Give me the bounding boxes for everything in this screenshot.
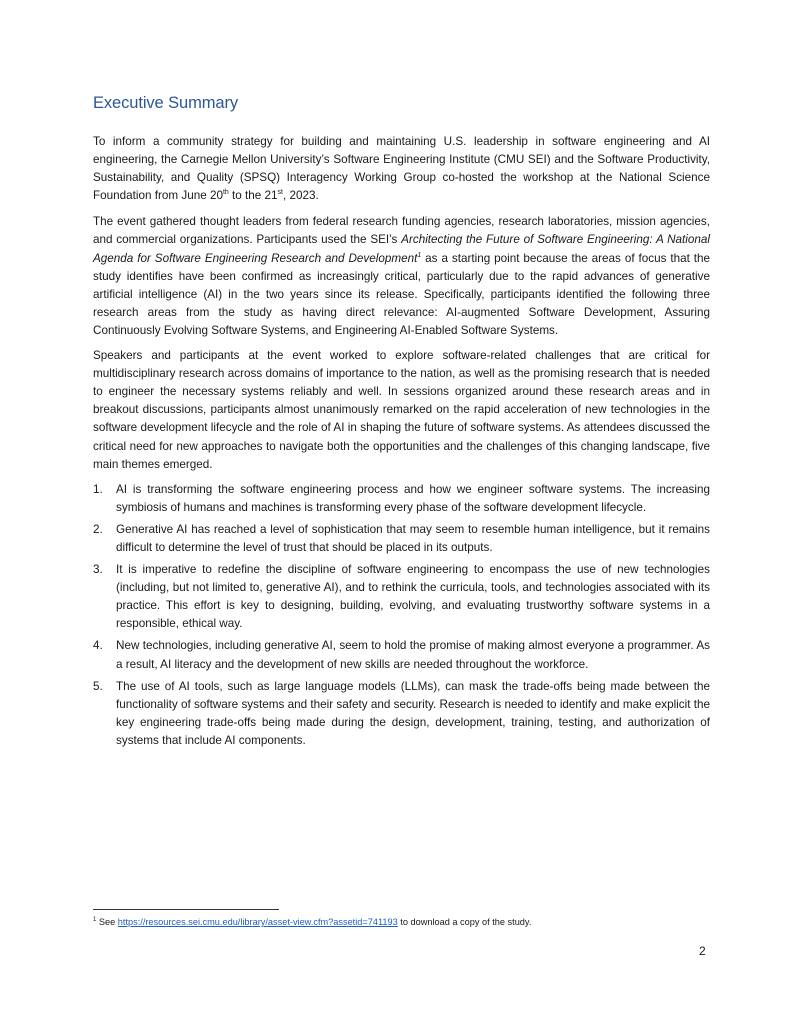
- list-item: [93, 637, 710, 673]
- paragraph-2: [93, 213, 710, 340]
- page-number: 2: [699, 944, 706, 958]
- footnote-prefix: See: [96, 917, 118, 927]
- ordinal-sup-st: st: [277, 189, 283, 197]
- footnote: [93, 916, 531, 929]
- list-item-text: Generative AI has reached a level of sophistication that may seem to resemble human intelligence, but it remains difficult to determine the level of trust that should be placed in its outputs.: [116, 522, 710, 554]
- p2-text-a: The event gathered thought leaders from federal research funding agencies, research laboratories, mission agencies, and commercial organizations. Participants used the SEI’s: [93, 215, 710, 247]
- list-item-text: It is imperative to redefine the discipline of software engineering to encompass the use of new technologies (including, but not limited to, generative AI), and to rethink the curricula, tools, and technologies associated with its practice. This effort is key to designing, building, evolving, and evaluating trustworthy software systems in a responsible, ethical way.: [116, 563, 710, 631]
- list-item: [93, 481, 710, 517]
- list-number: 4.: [93, 639, 103, 653]
- footnote-reference[interactable]: 1: [417, 251, 422, 259]
- study-link[interactable]: https://resources.sei.cmu.edu/library/asset-view.cfm?assetid=741193: [117, 917, 398, 927]
- footnote-divider: [93, 909, 279, 910]
- ordinal-sup-th: th: [222, 189, 229, 197]
- footnote-marker: 1: [93, 916, 97, 923]
- list-item: [93, 561, 710, 633]
- list-number: 2.: [93, 522, 103, 536]
- list-number: 3.: [93, 563, 103, 577]
- list-number: 1.: [93, 482, 103, 496]
- summary-body: [93, 133, 710, 754]
- list-item: [93, 521, 710, 557]
- list-item-text: New technologies, including generative AI, seem to hold the promise of making almost everyone a programmer. As a result, AI literacy and the development of new skills are needed throughout the workforce.: [116, 639, 710, 671]
- p1-text-b: to the 21: [228, 189, 278, 203]
- section-heading: Executive Summary: [93, 94, 239, 112]
- paragraph-3: Speakers and participants at the event worked to explore software-related challenges that are critical for multidisciplinary research across domains of importance to the nation, as well as the promising research that is needed to engineer the necessary systems reliably and well. In sessions organized around these research areas and in breakout discussions, participants almost unanimously remarked on the rapid acceleration of new technologies in the software development lifecycle and the role of AI in shaping the future of software systems. As attendees discussed the critical need for new approaches to navigate both the opportunities and the challenges of this changing landscape, five main themes emerged.: [93, 349, 710, 471]
- study-title: Architecting the Future of Software Engineering: A National Agenda for Software Engineering Research and Development: [93, 233, 710, 265]
- p1-text-a: To inform a community strategy for building and maintaining U.S. leadership in software engineering and AI engineering, the Carnegie Mellon University’s Software Engineering Institute (CMU SEI) and the Software Productivity, Sustainability, and Quality (SPSQ) Interagency Working Group co-hosted the workshop at the National Science Foundation from June 20: [93, 135, 710, 203]
- p1-text-c: , 2023.: [283, 189, 319, 203]
- list-item-text: The use of AI tools, such as large language models (LLMs), can mask the trade-offs being made between the functionality of software systems and their safety and security. Research is needed to identify and make explicit the key engineering trade-offs being made during the design, development, training, testing, and authorization of systems that include AI components.: [116, 679, 710, 747]
- themes-list: [93, 481, 710, 750]
- paragraph-1: [93, 133, 710, 205]
- footnote-suffix: to download a copy of the study.: [397, 917, 532, 927]
- list-number: 5.: [93, 679, 103, 693]
- list-item: [93, 678, 710, 750]
- p2-text-b: as a starting point because the areas of focus that the study identifies have been confirmed as increasingly critical, particularly due to the rapid advances of generative artificial intelligence (AI) in the two years since its release. Specifically, participants identified the following three research areas from the study as having direct relevance: AI-augmented Software Development, Assuring Continuously Evolving Software Systems, and Engineering AI-Enabled Software Systems.: [93, 251, 711, 337]
- list-item-text: AI is transforming the software engineering process and how we engineer software systems. The increasing symbiosis of humans and machines is transforming every phase of the software development lifecycle.: [116, 482, 710, 514]
